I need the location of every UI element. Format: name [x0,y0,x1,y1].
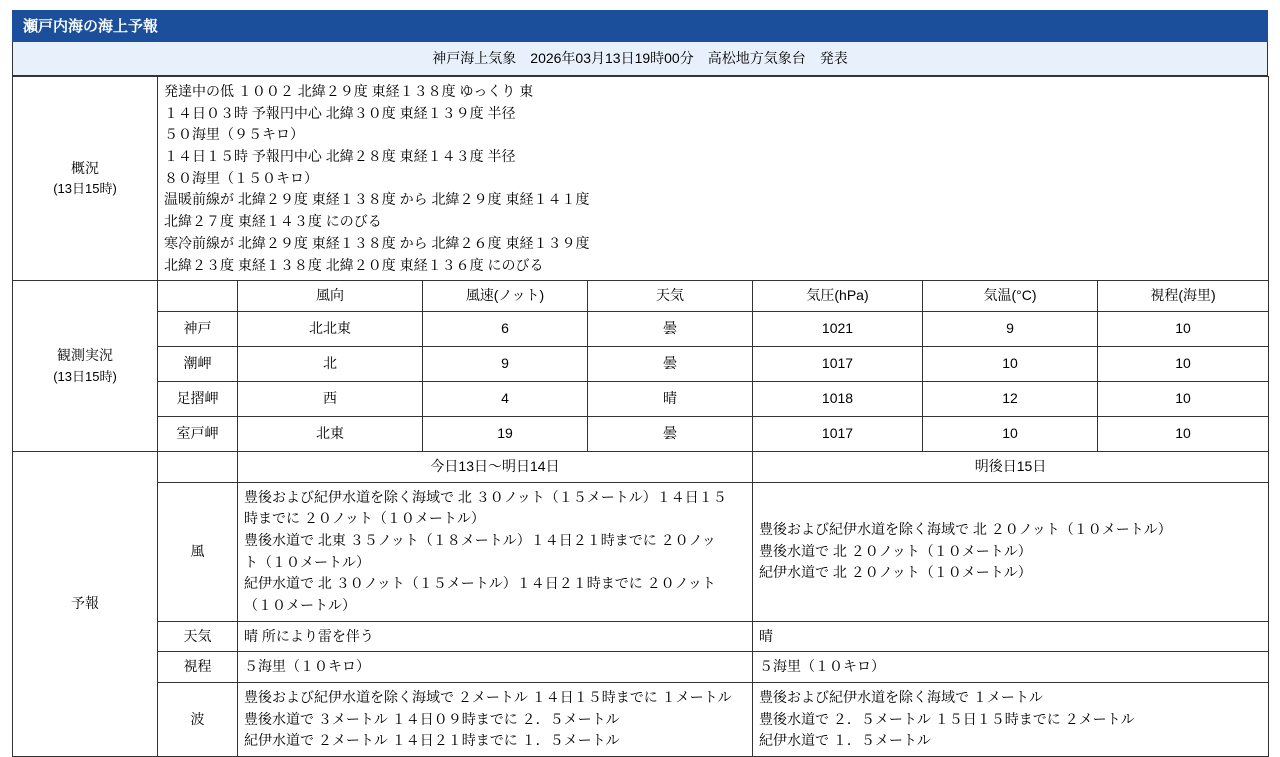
marine-forecast-table [12,76,1269,757]
forecast-line: 豊後および紀伊水道を除く海域で １メートル [759,689,1043,706]
forecast-line: 晴 所により雷を伴う [244,627,374,644]
observation-label-main: 観測実況 [57,347,113,364]
observation-col-temp: 気温(°C) [923,281,1098,312]
overview-row [13,77,1269,281]
forecast-weather-day-after [753,621,1269,652]
observation-wind-dir: 北 [238,346,423,381]
observation-temp: 12 [923,381,1098,416]
forecast-header-row [13,451,1269,482]
forecast-row-label: 天気 [158,621,238,652]
observation-col-weather: 天気 [588,281,753,312]
forecast-line: 紀伊水道で ２メートル １４日２１時までに １．５メートル [244,732,620,749]
observation-pressure: 1017 [753,416,923,451]
forecast-line: 豊後および紀伊水道を除く海域で 北 ３０ノット（１５メートル）１４日１５ [244,488,727,505]
table-row [13,416,1269,451]
forecast-line: 豊後水道で 北 ２０ノット（１０メートル） [759,542,1032,559]
forecast-row-label: 波 [158,683,238,757]
observation-col-pressure: 気圧(hPa) [753,281,923,312]
observation-col-visibility: 視程(海里) [1098,281,1269,312]
observation-station: 足摺岬 [158,381,238,416]
observation-station: 室戸岬 [158,416,238,451]
observation-temp: 10 [923,416,1098,451]
observation-label-sub: (13日15時) [53,368,117,384]
forecast-line: 紀伊水道で １．５メートル [759,732,931,749]
observation-wind-dir: 西 [238,381,423,416]
observation-visibility: 10 [1098,346,1269,381]
overview-line: １４日１５時 予報円中心 北緯２８度 東経１４３度 半径 [164,148,516,165]
observation-weather: 曇 [588,416,753,451]
observation-temp: 9 [923,311,1098,346]
overview-line: ８０海里（１５０キロ） [164,169,318,186]
overview-line: 北緯２３度 東経１３８度 北緯２０度 東経１３６度 にのびる [164,256,544,273]
forecast-period-today: 今日13日〜明日14日 [238,451,753,482]
observation-visibility: 10 [1098,416,1269,451]
observation-visibility: 10 [1098,311,1269,346]
forecast-line: 豊後水道で ３メートル １４日０９時までに ２．５メートル [244,710,620,727]
observation-weather: 曇 [588,311,753,346]
observation-station: 潮岬 [158,346,238,381]
forecast-line: （１０メートル） [244,597,356,613]
overview-label-sub: (13日15時) [53,181,117,197]
forecast-line: 豊後および紀伊水道を除く海域で 北 ２０ノット（１０メートル） [759,521,1172,538]
forecast-corner-cell [158,451,238,482]
forecast-line: 豊後水道で ２．５メートル １５日１５時までに ２メートル [759,710,1135,727]
forecast-row-weather [13,621,1269,652]
forecast-line: ト（１０メートル） [244,553,370,570]
forecast-row-wind [13,482,1269,621]
forecast-period-day-after: 明後日15日 [753,451,1269,482]
page-title: 瀬戸内海の海上予報 [12,10,1268,42]
forecast-wind-day-after [753,482,1269,621]
observation-station: 神戸 [158,311,238,346]
observation-wind-dir: 北東 [238,416,423,451]
overview-line: １４日０３時 予報円中心 北緯３０度 東経１３９度 半径 [164,104,516,121]
forecast-waves-day-after [753,683,1269,757]
observation-visibility: 10 [1098,381,1269,416]
observation-pressure: 1017 [753,346,923,381]
observation-weather: 曇 [588,346,753,381]
observation-wind-speed: 9 [423,346,588,381]
observation-col-station [158,281,238,312]
forecast-row-visibility [13,652,1269,683]
observation-wind-speed: 4 [423,381,588,416]
forecast-line: 豊後および紀伊水道を除く海域で ２メートル １４日１５時までに １メートル [244,689,732,706]
observation-label [13,281,158,452]
forecast-line: 時までに ２０ノット（１０メートル） [244,510,485,527]
observation-col-wind-dir: 風向 [238,281,423,312]
forecast-line: 晴 [759,627,773,644]
overview-line: ５０海里（９５キロ） [164,126,304,143]
table-row [13,381,1269,416]
overview-label-main: 概況 [71,159,99,176]
forecast-line: ５海里（１０キロ） [759,658,885,675]
forecast-row-label: 風 [158,482,238,621]
forecast-waves-today [238,683,753,757]
forecast-label: 予報 [13,451,158,756]
forecast-line: ５海里（１０キロ） [244,658,370,675]
forecast-line: 豊後水道で 北東 ３５ノット（１８メートル）１４日２１時までに ２０ノッ [244,531,716,548]
forecast-line: 紀伊水道で 北 ２０ノット（１０メートル） [759,564,1032,581]
observation-header-row [13,281,1269,312]
overview-line: 温暖前線が 北緯２９度 東経１３８度 から 北緯２９度 東経１４１度 [164,191,590,208]
forecast-weather-today [238,621,753,652]
overview-label [13,77,158,281]
table-row [13,346,1269,381]
overview-line: 北緯２７度 東経１４３度 にのびる [164,213,382,230]
overview-text [158,77,1269,281]
observation-pressure: 1021 [753,311,923,346]
observation-wind-speed: 6 [423,311,588,346]
forecast-row-waves [13,683,1269,757]
forecast-wind-today [238,482,753,621]
forecast-visibility-today [238,652,753,683]
forecast-line: 紀伊水道で 北 ３０ノット（１５メートル）１４日２１時までに ２０ノット [244,575,716,592]
observation-col-wind-speed: 風速(ノット) [423,281,588,312]
observation-pressure: 1018 [753,381,923,416]
forecast-visibility-day-after [753,652,1269,683]
observation-weather: 晴 [588,381,753,416]
overview-line: 寒冷前線が 北緯２９度 東経１３８度 から 北緯２６度 東経１３９度 [164,234,590,251]
issuer-line: 神戸海上気象 2026年03月13日19時00分 高松地方気象台 発表 [12,42,1268,76]
overview-line: 発達中の低 １００２ 北緯２９度 東経１３８度 ゆっくり 東 [164,83,534,99]
forecast-row-label: 視程 [158,652,238,683]
observation-wind-speed: 19 [423,416,588,451]
table-row [13,311,1269,346]
observation-wind-dir: 北北東 [238,311,423,346]
observation-temp: 10 [923,346,1098,381]
